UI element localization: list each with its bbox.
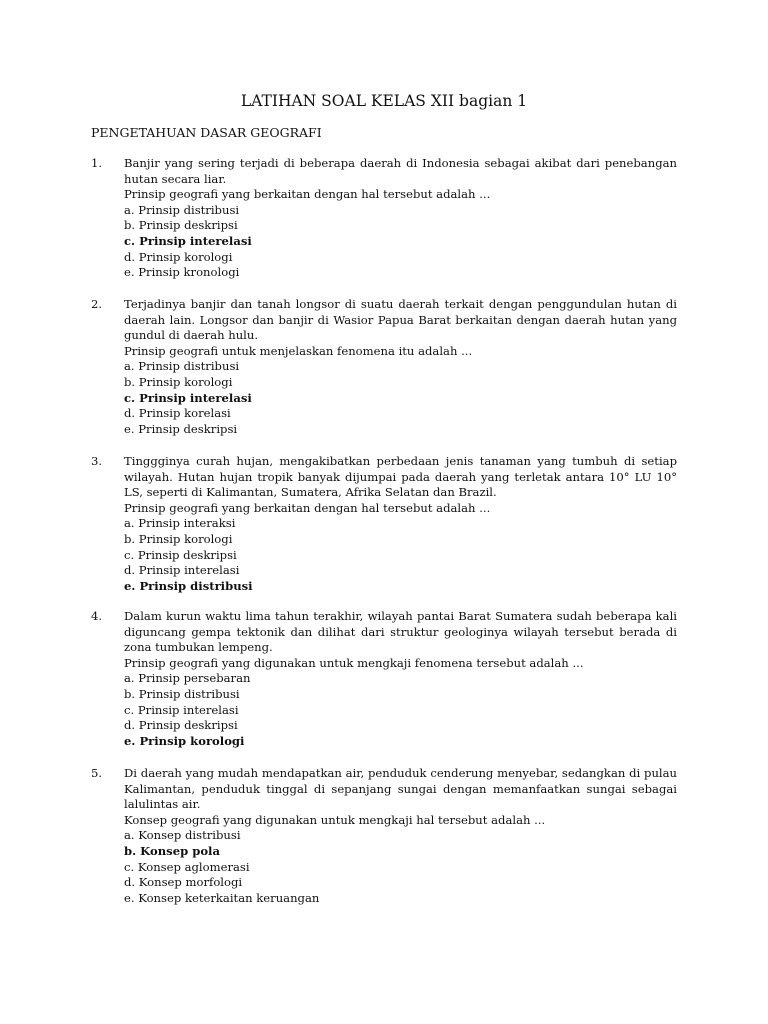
option-b: b. Prinsip korologi (124, 531, 233, 546)
question-number: 5. (91, 766, 103, 780)
question-2 (91, 297, 677, 437)
question-text: Terjadinya banjir dan tanah longsor di suatu daerah terkait dengan penggundulan hutan di daerah lain. Longsor dan banjir di Wasior Papua Barat berkaitan dengan daerah hutan yang gundul di daerah hulu. (124, 297, 677, 343)
option-a: a. Prinsip distribusi (124, 202, 240, 217)
option-a: a. Prinsip persebaran (124, 671, 251, 686)
option-c-answer: c. Prinsip interelasi (124, 233, 252, 248)
question-prompt: Prinsip geografi yang digunakan untuk mengkaji fenomena tersebut adalah ... (124, 655, 584, 670)
question-number: 2. (91, 297, 103, 311)
question-text: Dalam kurun waktu lima tahun terakhir, wilayah pantai Barat Sumatera sudah beberapa kali diguncang gempa tektonik dan dilihat dari struktur geologinya wilayah tersebut berada di zona tumbukan lempeng. (124, 609, 677, 655)
option-e-answer: e. Prinsip distribusi (124, 578, 253, 593)
option-d: d. Prinsip korelasi (124, 406, 231, 421)
option-a: a. Prinsip distribusi (124, 359, 240, 374)
option-e: e. Prinsip kronologi (124, 265, 240, 280)
option-b: b. Prinsip distribusi (124, 686, 240, 701)
option-a: a. Konsep distribusi (124, 828, 241, 843)
option-b: b. Prinsip korologi (124, 374, 233, 389)
option-e: e. Konsep keterkaitan keruangan (124, 890, 320, 905)
question-prompt: Prinsip geografi yang berkaitan dengan hal tersebut adalah ... (124, 500, 491, 515)
option-c: c. Prinsip interelasi (124, 702, 239, 717)
question-number: 4. (91, 609, 103, 623)
option-e-answer: e. Prinsip korologi (124, 733, 245, 748)
question-prompt: Prinsip geografi untuk menjelaskan fenomena itu adalah ... (124, 343, 473, 358)
question-5 (91, 766, 677, 906)
option-d: d. Prinsip korologi (124, 249, 233, 264)
option-d: d. Prinsip interelasi (124, 563, 240, 578)
question-number: 1. (91, 156, 103, 170)
option-c: c. Prinsip deskripsi (124, 547, 237, 562)
option-b: b. Prinsip deskripsi (124, 218, 238, 233)
question-text: Di daerah yang mudah mendapatkan air, penduduk cenderung menyebar, sedangkan di pulau Kalimantan, penduduk tinggal di sepanjang sungai dengan memanfaatkan sungai sebagai lalulintas air. (124, 766, 677, 812)
option-d: d. Prinsip deskripsi (124, 718, 238, 733)
section-heading: PENGETAHUAN DASAR GEOGRAFI (91, 125, 322, 140)
question-3 (91, 454, 677, 594)
option-d: d. Konsep morfologi (124, 875, 243, 890)
question-4 (91, 609, 677, 749)
option-c: c. Konsep aglomerasi (124, 859, 250, 874)
question-prompt: Konsep geografi yang digunakan untuk mengkaji hal tersebut adalah ... (124, 812, 546, 827)
option-e: e. Prinsip deskripsi (124, 421, 238, 436)
option-b-answer: b. Konsep pola (124, 843, 220, 858)
question-text: Banjir yang sering terjadi di beberapa daerah di Indonesia sebagai akibat dari penebangan hutan secara liar. (124, 156, 677, 186)
page-title: LATIHAN SOAL KELAS XII bagian 1 (240, 92, 528, 110)
question-prompt: Prinsip geografi yang berkaitan dengan hal tersebut adalah ... (124, 187, 491, 202)
option-a: a. Prinsip interaksi (124, 516, 236, 531)
question-1 (91, 156, 677, 281)
question-text: Tinggginya curah hujan, mengakibatkan perbedaan jenis tanaman yang tumbuh di setiap wilayah. Hutan hujan tropik banyak dijumpai pada daerah yang terletak antara 10° LU 10° LS, seperti di Kalimantan, Sumatera, Afrika Selatan dan Brazil. (124, 454, 677, 500)
option-c-answer: c. Prinsip interelasi (124, 390, 252, 405)
question-number: 3. (91, 454, 103, 468)
